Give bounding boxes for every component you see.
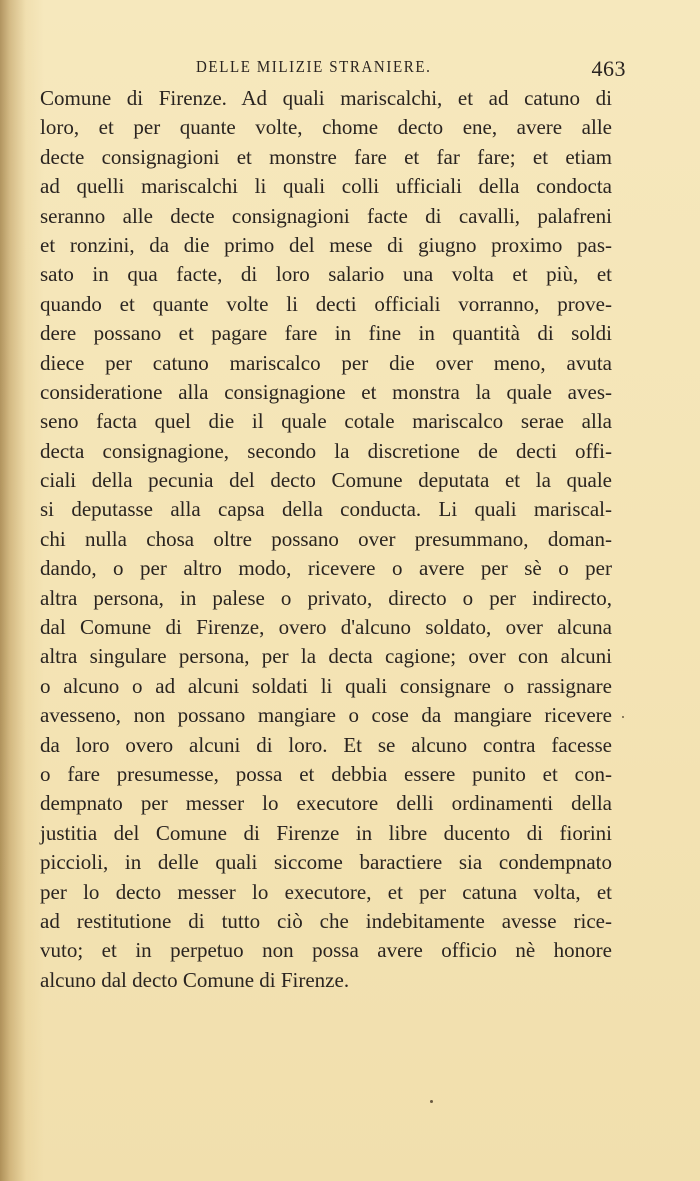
- text-line: chi nulla chosa oltre possano over presummano, doman-: [40, 526, 612, 551]
- text-line: seranno alle decte consignagioni facte di cavalli, palafreni: [40, 203, 612, 228]
- text-line: piccioli, in delle quali siccome baractiere sia condempnato: [40, 850, 612, 875]
- text-line: justitia del Comune di Firenze in libre ducento di fiorini: [40, 820, 612, 845]
- paper-speck: [430, 1100, 433, 1103]
- text-line: o alcuno o ad alcuni soldati li quali consignare o rassignare: [40, 673, 612, 698]
- text-line: dempnato per messer lo executore delli ordinamenti della: [40, 791, 612, 816]
- text-line: et ronzini, da die primo del mese di giugno proximo pas-: [40, 232, 612, 257]
- text-line: vuto; et in perpetuo non possa avere officio nè honore: [40, 938, 612, 963]
- body-text: [40, 84, 612, 995]
- text-line: dando, o per altro modo, ricevere o avere per sè o per: [40, 556, 612, 581]
- text-line: dal Comune di Firenze, overo d'alcuno soldato, over alcuna: [40, 615, 612, 640]
- running-head: [0, 58, 700, 84]
- page-number: 463: [591, 56, 626, 81]
- text-line: altra singulare persona, per la decta cagione; over con alcuni: [40, 644, 612, 669]
- text-line: decte consignagioni et monstre fare et far fare; et etiam: [40, 144, 612, 169]
- text-line: da loro overo alcuni di loro. Et se alcuno contra facesse: [40, 732, 612, 757]
- text-line: per lo decto messer lo executore, et per catuna volta, et: [40, 879, 612, 904]
- text-line: altra persona, in palese o privato, directo o per indirecto,: [40, 585, 612, 610]
- text-line: ad restitutione di tutto ciò che indebitamente avesse rice-: [40, 908, 612, 933]
- text-line: alcuno dal decto Comune di Firenze.: [40, 967, 350, 992]
- text-line: ciali della pecunia del decto Comune deputata et la quale: [40, 468, 612, 493]
- text-line: diece per catuno mariscalco per die over meno, avuta: [40, 350, 612, 375]
- running-head-title: DELLE MILIZIE STRANIERE.: [196, 58, 432, 77]
- text-line: quando et quante volte li decti officiali vorranno, prove-: [40, 291, 612, 316]
- text-line: sato in qua facte, di loro salario una volta et più, et: [40, 262, 612, 287]
- text-line: decta consignagione, secondo la discretione de decti offi-: [40, 438, 612, 463]
- text-line: ad quelli mariscalchi li quali colli ufficiali della condocta: [40, 174, 612, 199]
- text-line: seno facta quel die il quale cotale mariscalco serae alla: [40, 409, 612, 434]
- text-line: si deputasse alla capsa della conducta. Li quali mariscal-: [40, 497, 612, 522]
- text-line: loro, et per quante volte, chome decto ene, avere alle: [40, 115, 612, 140]
- text-line: dere possano et pagare fare in fine in quantità di soldi: [40, 321, 612, 346]
- text-line: consideratione alla consignagione et monstra la quale aves-: [40, 379, 612, 404]
- text-line: Comune di Firenze. Ad quali mariscalchi, et ad catuno di: [40, 86, 612, 110]
- text-line: o fare presumesse, possa et debbia essere punito et con-: [40, 761, 612, 786]
- text-line: avesseno, non possano mangiare o cose da mangiare ricevere: [40, 703, 612, 728]
- paper-speck: [622, 716, 624, 718]
